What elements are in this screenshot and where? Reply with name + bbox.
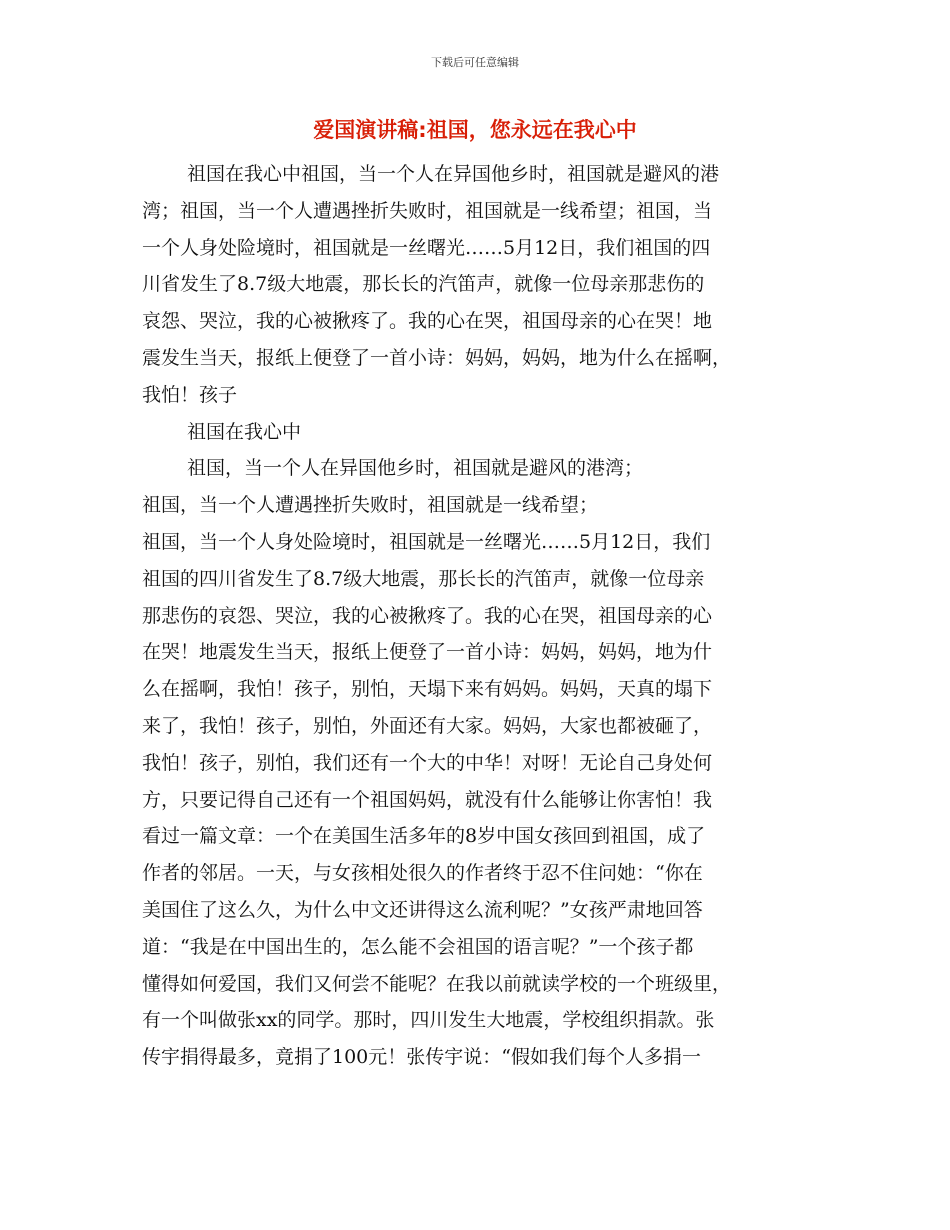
- text-line: 我怕！孩子: [142, 383, 238, 406]
- text-line: 道：“我是在中国出生的，怎么能不会祖国的语言呢？”一个孩子都: [142, 935, 694, 958]
- text-line: 祖国在我心中: [187, 420, 302, 443]
- text-line: 我怕！孩子，别怕，我们还有一个大的中华！对呀！无论自己身处何: [142, 751, 713, 774]
- document-title: 爱国演讲稿:祖国，您永远在我心中: [313, 118, 637, 142]
- text-line: 震发生当天，报纸上便登了一首小诗：妈妈，妈妈，地为什么在摇啊，: [142, 346, 732, 369]
- text-line: 川省发生了8.7级大地震，那长长的汽笛声，就像一位母亲那悲伤的: [142, 273, 705, 296]
- text-line: 祖国在我心中祖国，当一个人在异国他乡时，祖国就是避风的港: [187, 163, 720, 185]
- text-line: 美国住了这么久，为什么中文还讲得这么流利呢？”女孩严肃地回答: [142, 898, 703, 921]
- text-line: 祖国，当一个人身处险境时，祖国就是一丝曙光……5月12日，我们: [142, 530, 711, 553]
- text-line: 有一个叫做张xx的同学。那时，四川发生大地震，学校组织捐款。张: [142, 1009, 715, 1032]
- text-line: 一个人身处险境时，祖国就是一丝曙光……5月12日，我们祖国的四: [142, 236, 711, 259]
- text-line: 湾；祖国，当一个人遭遇挫折失败时，祖国就是一线希望；祖国，当: [142, 199, 713, 222]
- text-line: 来了，我怕！孩子，别怕，外面还有大家。妈妈，大家也都被砸了，: [142, 714, 713, 737]
- text-line: 方，只要记得自己还有一个祖国妈妈，就没有什么能够让你害怕！我: [142, 788, 713, 811]
- text-line: 传宇捐得最多，竟捐了100元！张传宇说：“假如我们每个人多捐一: [142, 1046, 701, 1069]
- text-line: 么在摇啊，我怕！孩子，别怕，天塌下来有妈妈。妈妈，天真的塌下: [142, 678, 713, 701]
- text-line: 在哭！地震发生当天，报纸上便登了一首小诗：妈妈，妈妈，地为什: [142, 641, 713, 664]
- text-line: 懂得如何爱国，我们又何尝不能呢？在我以前就读学校的一个班级里，: [142, 972, 732, 995]
- text-line: 祖国的四川省发生了8.7级大地震，那长长的汽笛声，就像一位母亲: [142, 567, 705, 590]
- text-line: 那悲伤的哀怨、哭泣，我的心被揪疼了。我的心在哭，祖国母亲的心: [142, 604, 713, 627]
- body-text: [142, 156, 812, 1076]
- text-line: 哀怨、哭泣，我的心被揪疼了。我的心在哭，祖国母亲的心在哭！地: [142, 310, 713, 333]
- text-line: 祖国，当一个人遭遇挫折失败时，祖国就是一线希望；: [142, 494, 599, 517]
- text-line: 看过一篇文章：一个在美国生活多年的8岁中国女孩回到祖国，成了: [142, 825, 706, 848]
- text-line: 作者的邻居。一天，与女孩相处很久的作者终于忍不住问她：“你在: [142, 862, 703, 885]
- text-line: 祖国，当一个人在异国他乡时，祖国就是避风的港湾；: [187, 457, 644, 480]
- header-note: 下载后可任意编辑: [431, 56, 519, 69]
